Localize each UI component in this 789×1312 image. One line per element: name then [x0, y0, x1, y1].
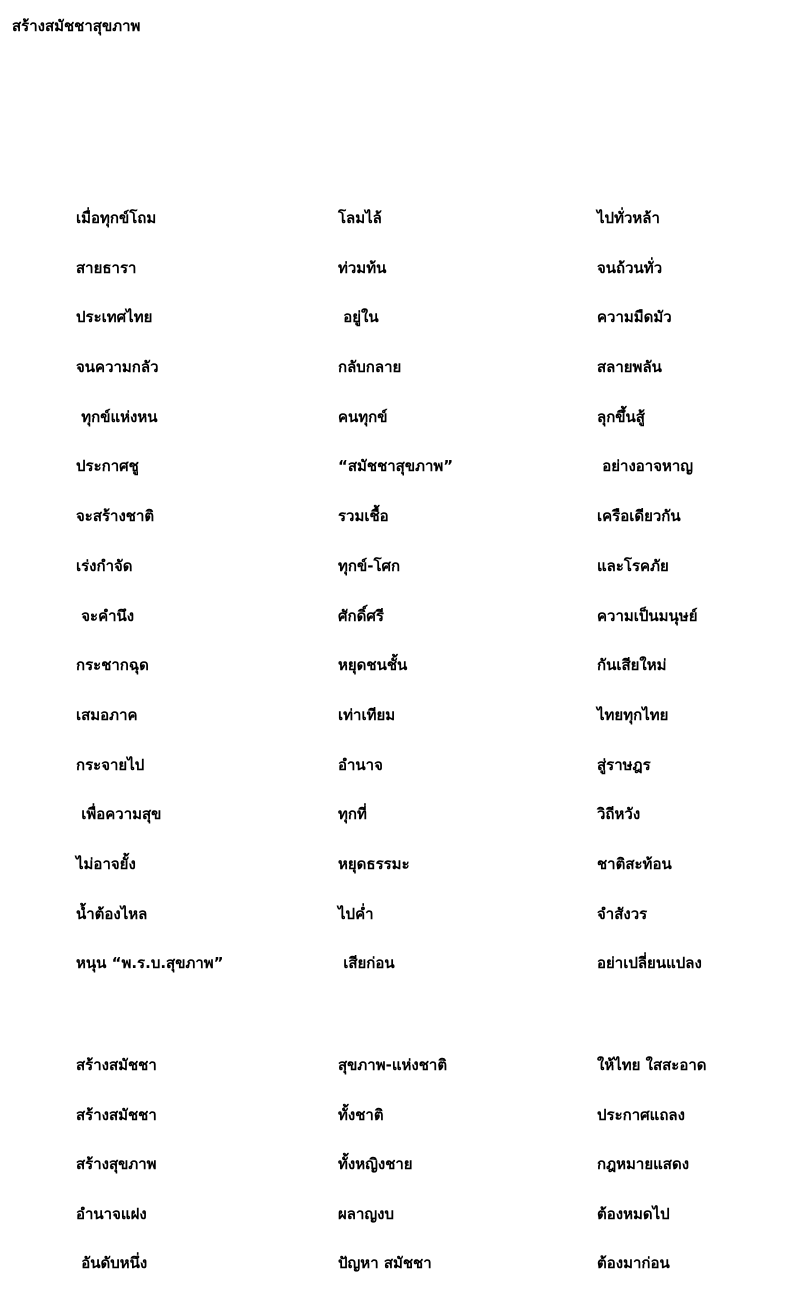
verse-segment-3: สู่ราษฎร — [597, 755, 651, 774]
verse-segment-2: อยู่ใน — [338, 308, 379, 327]
verse-segment-3: กันเสียใหม่ — [597, 656, 667, 675]
verse-line — [0, 1201, 789, 1251]
verse-segment-1: เมื่อทุกข์โถม — [76, 209, 157, 227]
verse-segment-2: ศักดิ์ศรี — [338, 606, 384, 625]
verse-line — [0, 1250, 789, 1300]
verse-segment-3: และโรคภัย — [597, 556, 669, 575]
verse-line — [0, 255, 789, 305]
verse-segment-1: ประเทศไทย — [76, 308, 153, 327]
verse-segment-1: ประกาศชู — [76, 457, 139, 476]
verse-line — [0, 950, 789, 1002]
verse-segment-3: จนถ้วนทั่ว — [597, 258, 663, 277]
verse-segment-1: จะคำนึง — [76, 606, 135, 625]
verse-segment-2: ทุกข์-โศก — [338, 556, 401, 575]
verse-segment-3: ความมืดมัว — [597, 308, 672, 327]
document-title: สร้างสมัชชาสุขภาพ — [12, 17, 141, 35]
verse-segment-2: สุขภาพ-แห่งชาติ — [338, 1056, 448, 1074]
verse-line — [0, 702, 789, 752]
verse-segment-2: เท่าเทียม — [338, 705, 396, 724]
verse-line — [0, 603, 789, 653]
verse-segment-3: อย่างอาจหาญ — [597, 457, 694, 476]
verse-line — [0, 752, 789, 802]
verse-segment-1: สายธารา — [76, 258, 137, 277]
verse-segment-3: ไทยทุกไทย — [597, 705, 669, 724]
verse-segment-3: วิถีหวัง — [597, 805, 641, 824]
verse-line — [0, 503, 789, 553]
verse-line — [0, 1102, 789, 1152]
verse-segment-1: ทุกข์แห่งหน — [76, 407, 158, 426]
verse-segment-1: เสมอภาค — [76, 705, 138, 724]
verse-segment-1: สร้างสมัชชา — [76, 1105, 157, 1124]
verse-segment-2: “สมัชชาสุขภาพ” — [338, 457, 454, 476]
verse-segment-1: เพื่อความสุข — [76, 805, 162, 824]
verse-segment-2: ปัญหา สมัชชา — [338, 1254, 432, 1272]
verse-segment-2: โลมไล้ — [338, 209, 382, 227]
verse-segment-3: ประกาศแถลง — [597, 1105, 685, 1124]
verse-segment-2: ทั้งชาติ — [338, 1105, 384, 1124]
verse-segment-1: จนความกลัว — [76, 358, 159, 377]
verse-line — [0, 354, 789, 404]
verse-segment-2: กลับกลาย — [338, 358, 402, 377]
verse-segment-2: ทุกที่ — [338, 805, 367, 824]
verse-segment-3: ต้องมาก่อน — [597, 1254, 670, 1272]
verse-segment-2: รวมเชื้อ — [338, 507, 389, 526]
verse-segment-3: จำสังวร — [597, 904, 648, 923]
verse-segment-2: ผลาญงบ — [338, 1204, 395, 1223]
verse-segment-3: ลุกขึ้นสู้ — [597, 407, 645, 426]
verse-segment-3: ให้ไทย ใสสะอาด — [597, 1056, 707, 1074]
verse-segment-1: อันดับหนึ่ง — [76, 1254, 148, 1272]
verse-segment-3: ชาติสะท้อน — [597, 854, 672, 873]
verse-segment-1: สร้างสมัชชา — [76, 1056, 157, 1074]
verse-segment-1: อำนาจแฝง — [76, 1204, 147, 1223]
verse-segment-3: ความเป็นมนุษย์ — [597, 606, 698, 625]
poem-stanza-2 — [0, 1052, 789, 1300]
verse-segment-2: ทั้งหญิงชาย — [338, 1155, 413, 1173]
verse-line — [0, 205, 789, 255]
verse-segment-3: ไปทั่วหล้า — [597, 209, 660, 227]
verse-line — [0, 1052, 789, 1102]
verse-segment-1: จะสร้างชาติ — [76, 507, 155, 526]
verse-segment-3: อย่าเปลี่ยนแปลง — [597, 954, 702, 973]
verse-segment-2: ไปค่ำ — [338, 904, 374, 923]
verse-segment-1: กระชากฉุด — [76, 656, 149, 675]
verse-line — [0, 851, 789, 901]
verse-segment-1: กระจายไป — [76, 755, 145, 774]
verse-segment-2: คนทุกข์ — [338, 407, 388, 426]
verse-segment-1: ไม่อาจยั้ง — [76, 854, 136, 873]
verse-line — [0, 801, 789, 851]
verse-segment-2: อำนาจ — [338, 755, 383, 774]
verse-segment-3: ต้องหมดไป — [597, 1204, 670, 1223]
verse-line — [0, 553, 789, 603]
verse-segment-1: สร้างสุขภาพ — [76, 1155, 157, 1173]
verse-segment-2: หยุดชนชั้น — [338, 656, 408, 675]
verse-segment-2: เสียก่อน — [338, 954, 395, 973]
verse-segment-3: กฎหมายแสดง — [597, 1155, 690, 1173]
verse-line — [0, 901, 789, 951]
verse-segment-3: สลายพลัน — [597, 358, 662, 377]
verse-line — [0, 1151, 789, 1201]
verse-line — [0, 652, 789, 702]
poem-stanza-1 — [0, 205, 789, 1002]
verse-segment-3: เครือเดียวกัน — [597, 507, 681, 526]
verse-segment-2: ท่วมท้น — [338, 258, 387, 277]
verse-line — [0, 453, 789, 503]
verse-segment-1: เร่งกำจัด — [76, 556, 133, 575]
verse-segment-2: หยุดธรรมะ — [338, 854, 410, 873]
verse-line — [0, 404, 789, 454]
verse-segment-1: น้ำต้องไหล — [76, 904, 148, 923]
verse-segment-1: หนุน “พ.ร.บ.สุขภาพ” — [76, 954, 224, 973]
verse-line — [0, 304, 789, 354]
